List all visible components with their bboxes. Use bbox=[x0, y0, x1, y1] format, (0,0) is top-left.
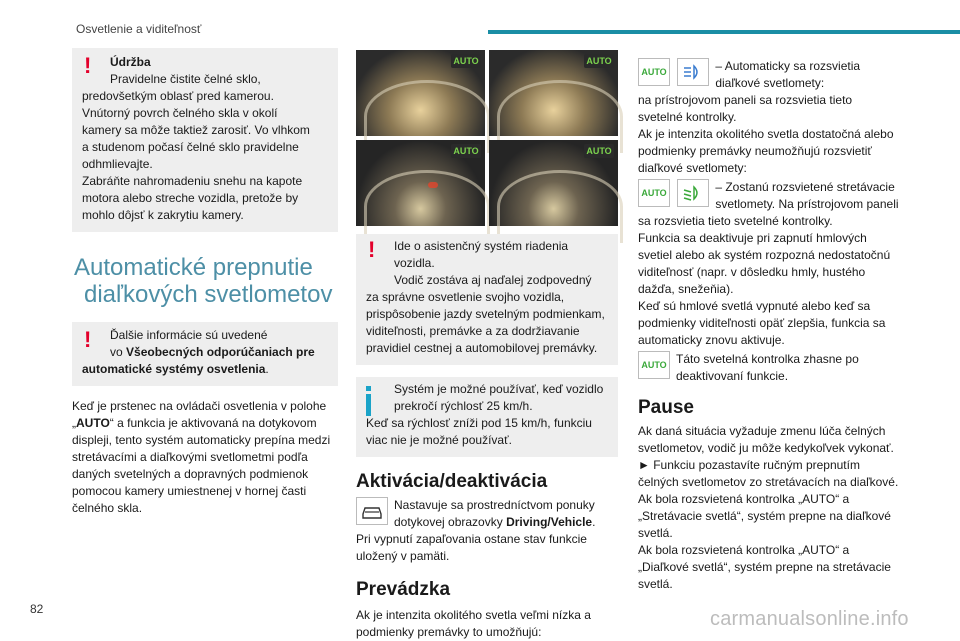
para-line: displeji, tento systém automaticky prepína medzi bbox=[72, 433, 331, 447]
maintenance-line: a studenom počasí čelné sklo pravidelne bbox=[82, 140, 299, 154]
activation-line: Pri vypnutí zapaľovania ostane stav funkcie bbox=[356, 532, 587, 546]
illustration-grid bbox=[356, 50, 618, 226]
running-header: Osvetlenie a viditeľnosť bbox=[76, 22, 202, 36]
info-icon bbox=[366, 386, 371, 416]
item-line: – Automaticky sa rozsvietia bbox=[715, 59, 861, 73]
info-line: viac nie je možné používať. bbox=[366, 433, 512, 447]
maintenance-line: Zabráňte nahromadeniu snehu na kapote bbox=[82, 174, 303, 188]
info-bold: automatické systémy osvetlenia bbox=[82, 362, 266, 376]
night-road-photo bbox=[356, 140, 485, 226]
low-beam-on-item bbox=[638, 179, 904, 213]
watermark: carmanualsonline.info bbox=[710, 608, 909, 630]
info-line: Keď sa rýchlosť zníži pod 15 km/h, funkciu bbox=[366, 416, 592, 430]
pause-line: „Stretávacie svetlá“, systém prepne na diaľkové bbox=[638, 509, 891, 523]
speed-info-box bbox=[356, 377, 618, 457]
page-number: 82 bbox=[30, 602, 44, 616]
section-title-line2: diaľkových svetlometov bbox=[84, 281, 333, 308]
activation-line: uložený v pamäti. bbox=[356, 549, 450, 563]
paragraph-1 bbox=[638, 92, 904, 177]
info-line bbox=[82, 361, 328, 378]
pause-line: Ak daná situácia vyžaduje zmenu lúča čelných bbox=[638, 424, 886, 438]
para-line: dažďa, snežeňia). bbox=[638, 282, 734, 296]
warn-line: Ide o asistenčný systém riadenia vozidla. bbox=[394, 239, 569, 270]
item-line: deaktivovaní funkcie. bbox=[676, 369, 789, 383]
night-road-photo bbox=[489, 50, 618, 136]
item-line: – Zostanú rozsvietené stretávacie bbox=[715, 180, 895, 194]
info-prefix: vo bbox=[110, 345, 127, 359]
para-suffix: “ a funkcia je aktivovaná na dotykovom bbox=[109, 416, 317, 430]
maintenance-line: Vnútorný povrch čelného skla v okolí bbox=[82, 106, 278, 120]
para-line: podmienky premávky neumožňujú rozsvietiť bbox=[638, 144, 872, 158]
info-line bbox=[110, 344, 328, 361]
night-road-photo bbox=[489, 140, 618, 226]
auto-label: AUTO bbox=[641, 67, 667, 77]
activation-paragraph bbox=[356, 497, 618, 565]
maintenance-line: odhmlievajte. bbox=[82, 157, 153, 171]
activation-line: Nastavuje sa prostredníctvom ponuky bbox=[394, 498, 595, 512]
para-line: svetiel alebo ak systém rozpozná nedostatočnú bbox=[638, 248, 891, 262]
pause-line: Ak bola rozsvietená kontrolka „AUTO“ a bbox=[638, 543, 850, 557]
pause-line: ► Funkciu pozastavíte ručným prepnutím bbox=[638, 458, 860, 472]
pause-heading: Pause bbox=[638, 397, 694, 418]
pause-line: svetlá. bbox=[638, 577, 673, 591]
para-line: čelného skla. bbox=[72, 501, 143, 515]
driver-assist-warning-box bbox=[356, 234, 618, 365]
auto-bold: AUTO bbox=[76, 416, 110, 430]
auto-label: AUTO bbox=[641, 188, 667, 198]
indicator-lamp-icon: AUTO bbox=[584, 54, 614, 68]
pause-line: Ak bola rozsvietená kontrolka „AUTO“ a bbox=[638, 492, 850, 506]
pause-line: čelných svetlometov zo stretávacích na diaľkové. bbox=[638, 475, 899, 489]
item-line: svetlomety. Na prístrojovom paneli bbox=[715, 197, 899, 211]
pause-line: svetlá. bbox=[638, 526, 673, 540]
maintenance-line: mohlo dôjsť k zakrytiu kamery. bbox=[82, 208, 244, 222]
indicator-lamp-icon: AUTO bbox=[451, 144, 481, 158]
column-middle bbox=[356, 234, 618, 641]
para-line bbox=[72, 415, 338, 432]
more-info-warning-box bbox=[72, 322, 338, 386]
paragraph-2 bbox=[638, 213, 904, 349]
section-title bbox=[72, 254, 338, 308]
activation-suffix: . bbox=[592, 515, 596, 529]
info-suffix: . bbox=[265, 362, 269, 376]
maintenance-title: Údržba bbox=[110, 55, 151, 69]
activation-line bbox=[356, 514, 618, 531]
maintenance-line: predovšetkým oblasť pred kamerou. bbox=[82, 89, 274, 103]
info-bold: Všeobecných odporúčaniach pre bbox=[126, 345, 315, 359]
auto-lamp-icon bbox=[638, 58, 670, 86]
high-beam-on-item bbox=[638, 58, 904, 92]
pause-paragraph bbox=[638, 423, 904, 593]
warn-line: za správne osvetlenie svojho vozidla, bbox=[366, 290, 565, 304]
taillight-mark bbox=[428, 182, 438, 188]
para-line: Keď je prstenec na ovládači osvetlenia v polohe bbox=[72, 399, 327, 413]
para-line: na prístrojovom paneli sa rozsvietia tieto bbox=[638, 93, 853, 107]
maintenance-line: Pravidelne čistite čelné sklo, bbox=[110, 72, 261, 86]
para-line: podmienky viditeľnosti opäť zlepšia, funkcia sa bbox=[638, 316, 886, 330]
para-line: viditeľnosť (napr. v dôsledku hmly, hustého bbox=[638, 265, 866, 279]
para-line: svetelné kontrolky. bbox=[638, 110, 737, 124]
warning-exclamation-icon: ! bbox=[84, 327, 92, 352]
item-line: Táto svetelná kontrolka zhasne po bbox=[676, 352, 859, 366]
intro-paragraph bbox=[72, 398, 338, 517]
para-line: Ak je intenzita okolitého svetla dostatočná alebo bbox=[638, 127, 894, 141]
operation-paragraph bbox=[356, 607, 618, 641]
info-line: Systém je možné používať, keď vozidlo bbox=[394, 382, 604, 396]
para-line: Keď sú hmlové svetlá vypnuté alebo keď sa bbox=[638, 299, 871, 313]
maintenance-warning-box bbox=[72, 48, 338, 232]
warn-line: viditeľnosti, premávke a za dodržiavanie bbox=[366, 324, 580, 338]
warning-exclamation-icon: ! bbox=[368, 237, 376, 262]
high-beam-icon bbox=[677, 58, 709, 86]
low-beam-icon bbox=[677, 179, 709, 207]
night-road-photo bbox=[356, 50, 485, 136]
para-line: daných svetelných a dopravných podmienok bbox=[72, 467, 309, 481]
activation-heading: Aktivácia/deaktivácia bbox=[356, 471, 548, 492]
para-line: diaľkové svetlomety: bbox=[638, 161, 747, 175]
info-line: prekročí rýchlosť 25 km/h. bbox=[394, 399, 533, 413]
para-line: stretávacími a diaľkovými svetlometmi podľa bbox=[72, 450, 308, 464]
para-line: automaticky znovu aktivuje. bbox=[638, 333, 785, 347]
menu-name: Driving/Vehicle bbox=[506, 515, 593, 529]
header-accent-bar bbox=[488, 30, 960, 34]
indicator-lamp-icon: AUTO bbox=[451, 54, 481, 68]
warn-line: Vodič zostáva aj naďalej zodpovedný bbox=[394, 273, 592, 287]
column-right bbox=[638, 58, 904, 593]
auto-lamp-icon bbox=[638, 179, 670, 207]
para-line: Funkcia sa deaktivuje pri zapnutí hmlových bbox=[638, 231, 867, 245]
column-left bbox=[72, 48, 338, 517]
warn-line: prispôsobenie jazdy svetelným podmienkam, bbox=[366, 307, 605, 321]
indicator-pair bbox=[638, 58, 709, 86]
warning-exclamation-icon: ! bbox=[84, 53, 92, 78]
car-icon bbox=[356, 497, 388, 525]
auto-label: AUTO bbox=[641, 360, 667, 370]
pause-line: „Diaľkové svetlá“, systém prepne na stretávacie bbox=[638, 560, 891, 574]
warn-line: pravidiel cestnej a automobilovej premávky. bbox=[366, 341, 598, 355]
auto-lamp-icon bbox=[638, 351, 670, 379]
operation-heading: Prevádzka bbox=[356, 579, 451, 600]
operation-line: podmienky premávky to umožňujú: bbox=[356, 625, 542, 639]
para-line: sa rozsvietia tieto svetelné kontrolky. bbox=[638, 214, 833, 228]
para-line: pomocou kamery umiestnenej v hornej časti bbox=[72, 484, 307, 498]
info-line: Ďalšie informácie sú uvedené bbox=[110, 328, 268, 342]
pause-line: svetlometov, vodič ju môže kedykoľvek vykonať. bbox=[638, 441, 894, 455]
quote-open: „ bbox=[72, 416, 76, 430]
item-line: diaľkové svetlomety: bbox=[715, 76, 825, 90]
maintenance-line: motora alebo streche vozidla, pretože by bbox=[82, 191, 299, 205]
section-title-line1: Automatické prepnutie bbox=[74, 254, 313, 281]
indicator-lamp-icon: AUTO bbox=[584, 144, 614, 158]
auto-off-item bbox=[638, 351, 904, 385]
activation-prefix: dotykovej obrazovky bbox=[394, 515, 507, 529]
indicator-pair bbox=[638, 179, 709, 207]
operation-line: Ak je intenzita okolitého svetla veľmi nízka a bbox=[356, 608, 591, 622]
maintenance-line: kamery sa môže taktiež zarosiť. Vo vlhkom bbox=[82, 123, 310, 137]
